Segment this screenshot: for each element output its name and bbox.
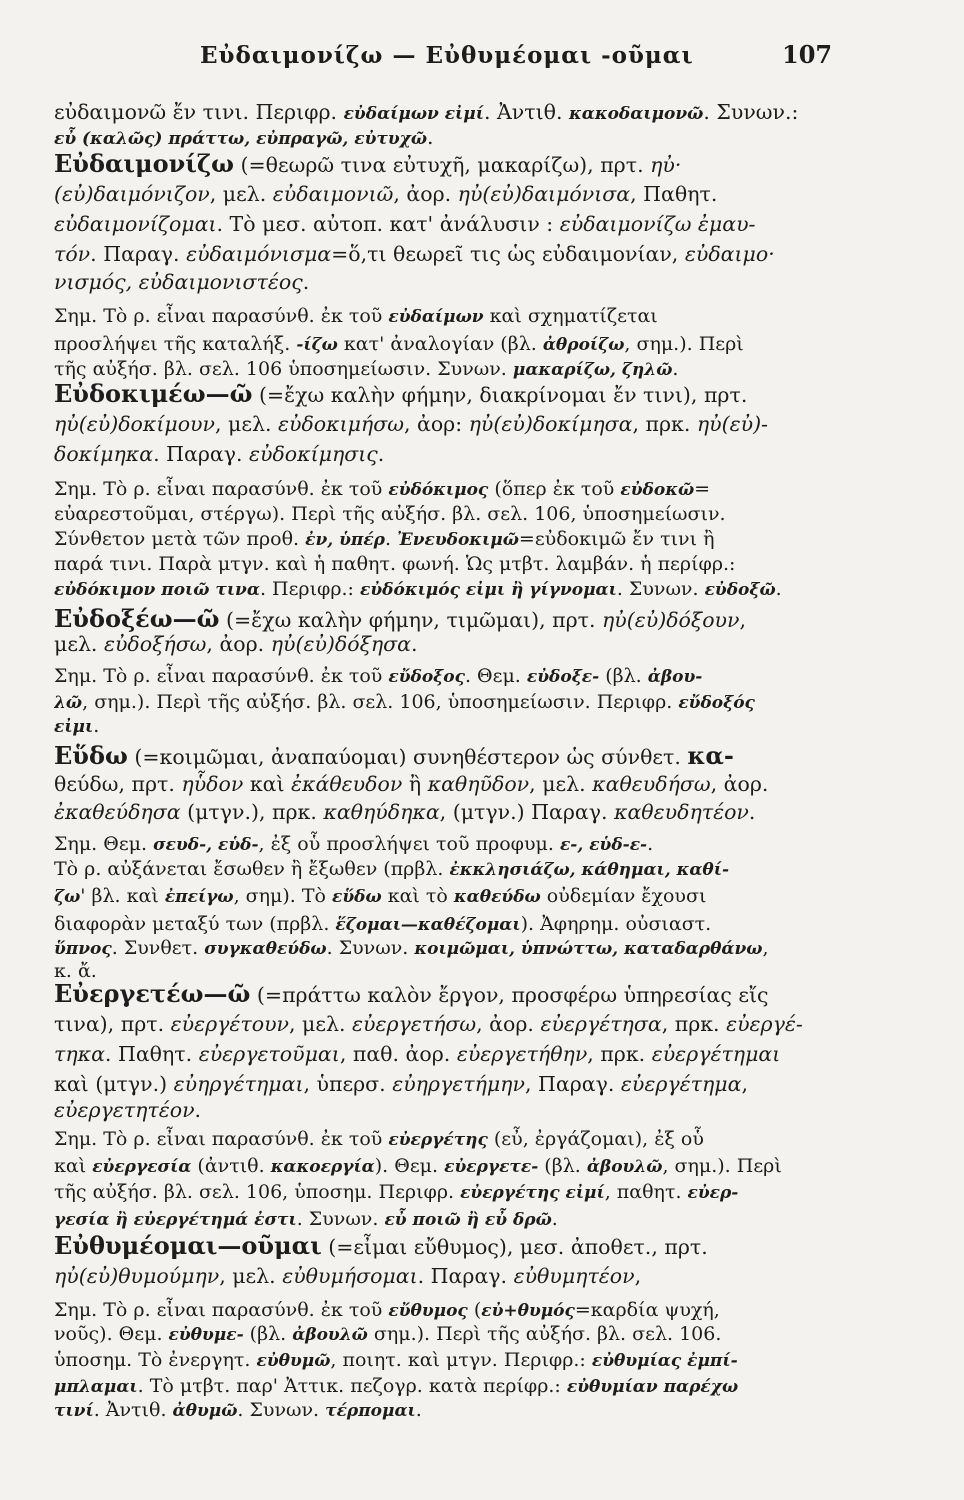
text-span: , ἀορ.	[206, 632, 271, 656]
text-line	[54, 440, 914, 468]
text-span: εὐεργετητέον	[54, 1098, 195, 1122]
text-line	[54, 1040, 914, 1068]
text-span: Ἐνευδοκιμῶ	[397, 530, 519, 550]
text-span: ἕζομαι—καθέζομαι	[335, 915, 521, 935]
text-span: , Παραγ.	[524, 1072, 621, 1096]
text-span: εἰμι	[54, 717, 94, 737]
text-span: μπλαμαι	[54, 1377, 138, 1397]
text-span: εὐεργετοῦμαι	[198, 1042, 340, 1066]
text-line	[54, 500, 914, 528]
text-span: , (μτγν.) Παραγ.	[439, 800, 615, 824]
text-span: . Συνων.	[296, 1208, 385, 1230]
text-line	[54, 630, 914, 658]
headword: κα-	[687, 742, 734, 770]
text-line	[54, 268, 914, 296]
text-span: -ίζω	[296, 335, 338, 355]
text-span: , πρκ.	[661, 1012, 727, 1036]
text-span: .	[411, 632, 418, 656]
text-span: , ἀορ.	[710, 772, 769, 796]
text-span: . Παθητ.	[104, 1042, 199, 1066]
text-span: εὐδοξῶ	[704, 580, 776, 600]
text-span: εὐδαιμονίζομαι	[54, 212, 217, 236]
headword: Εὐδοκιμέω—ῶ	[54, 380, 253, 408]
text-span: =εὐδοκιμῶ ἔν τινι ἢ	[518, 528, 715, 550]
text-span: , ποιητ. καὶ μτγν. Περιφρ.:	[330, 1349, 592, 1371]
text-span: ε-, εὑδ-ε-	[559, 835, 648, 855]
text-span: διαφορὰν μεταξύ των (πρβλ.	[54, 913, 336, 935]
text-span: εὖ ποιῶ ἢ εὖ δρῶ	[384, 1210, 552, 1230]
text-span: , μελ.	[529, 772, 593, 796]
text-span: ,	[739, 608, 746, 632]
text-span: σημ.). Περὶ τῆς αὐξήσ. βλ. σελ. 106.	[367, 1323, 722, 1345]
text-span: εὔδοξος	[388, 667, 465, 687]
text-line	[54, 980, 914, 1009]
text-span: ηὐ(εὐ)δοκίμουν	[54, 412, 215, 436]
text-span: (=κοιμῶμαι, ἀναπαύομαι) συνηθέστερον ὡς σύνθετ.	[127, 745, 688, 769]
headword: Εὐεργετέω—ῶ	[54, 980, 251, 1008]
text-span: . Συνθετ.	[111, 937, 205, 959]
text-span: , ἐξ οὗ προσλήψει τοῦ προφυμ.	[258, 833, 560, 855]
text-span: ,	[634, 1264, 642, 1288]
text-line	[54, 1096, 914, 1124]
text-span: ἀβουλῶ	[292, 1325, 368, 1345]
text-span: ηὗδον	[181, 772, 244, 796]
text-span: οὐδεμίαν ἔχουσι	[540, 885, 707, 907]
text-span: εὐεργέτησα	[540, 1012, 662, 1036]
text-line	[54, 1010, 914, 1038]
text-span: ). Θεμ.	[374, 1155, 445, 1177]
text-span: . Συνων.:	[703, 100, 799, 124]
text-span: Σημ. Τὸ ρ. εἶναι παρασύνθ. ἐκ τοῦ	[54, 478, 389, 500]
text-span: εὐθυμῶ	[256, 1351, 331, 1371]
text-span: εὐδαιμονιῶ	[272, 182, 394, 206]
text-span: . Συνων.	[616, 578, 705, 600]
text-line	[54, 410, 914, 438]
text-span: εὐδαιμόνισμα	[186, 242, 332, 266]
text-span: .	[647, 833, 654, 855]
text-span: , Παθητ.	[630, 182, 718, 206]
text-line	[54, 1205, 914, 1234]
text-span: τῆς αὐξήσ. βλ. σελ. 106 ὑποσημείωσιν. Συνων.	[54, 358, 513, 380]
text-span: ἐν, ὑπέρ	[305, 530, 385, 550]
text-span: εὔδοξός	[678, 693, 755, 713]
headword: Εὐθυμέομαι—οῦμαι	[54, 1232, 322, 1260]
text-span: ὑποσημ. Τὸ ἐνεργητ.	[54, 1349, 257, 1371]
text-span: (μτγν.), πρκ.	[180, 800, 324, 824]
text-span: ηὐ(εὐ)δαιμόνισα	[457, 182, 631, 206]
text-line	[54, 1232, 914, 1261]
text-span: εὐ+θυμός	[481, 1301, 575, 1321]
text-span: . Περιφρ.:	[259, 578, 361, 600]
text-span: εὐεργέτημα	[620, 1072, 742, 1096]
text-span: ,	[741, 1072, 748, 1096]
text-span: .	[93, 715, 100, 737]
text-span: μελ.	[54, 632, 104, 656]
text-span: εὐδοξήσω	[103, 632, 207, 656]
text-span: ἀθροίζω	[542, 335, 625, 355]
text-span: =καρδία ψυχή,	[574, 1299, 720, 1321]
text-span: καθηῦδον	[427, 772, 530, 796]
text-span: . Ἀντιθ.	[93, 1399, 173, 1421]
text-span: (=θεωρῶ τινα εὐτυχῆ, μακαρίζω), πρτ.	[233, 153, 651, 177]
text-span: .	[377, 442, 385, 466]
text-span: κ. ἄ.	[54, 960, 97, 982]
text-span: ηὐ·	[650, 153, 682, 177]
text-span: τέρπομαι	[325, 1401, 416, 1421]
running-head-title: Εὐδαιμονίζω — Εὐθυμέομαι -οῦμαι	[200, 42, 694, 69]
text-span: ηὐ(εὐ)δοκίμησα	[468, 412, 633, 436]
text-span: , παθητ.	[604, 1181, 688, 1203]
text-span: (βλ.	[599, 665, 648, 687]
text-span: εὐεργεσία	[92, 1157, 192, 1177]
text-span: , σημ.). Περὶ τῆς αὐξήσ. βλ. σελ. 106, ὑποσημείωσιν. Περιφρ.	[82, 691, 679, 713]
text-span: εὐδαιμο·	[684, 242, 775, 266]
text-line	[54, 1152, 914, 1181]
text-span: μακαρίζω, ζηλῶ	[512, 360, 673, 380]
text-line	[54, 1262, 914, 1290]
text-span: εὐδοξε-	[526, 667, 600, 687]
text-span: ἐκκλησιάζω, κάθημαι, καθί-	[449, 860, 730, 880]
text-line	[54, 770, 914, 798]
text-span: ζω	[54, 887, 81, 907]
text-span: κοιμῶμαι, ὑπνώττω, καταδαρθάνω	[414, 939, 763, 959]
text-span: καθευδητέον	[614, 800, 749, 824]
text-span: εὐθυμίας ἐμπί-	[591, 1351, 738, 1371]
text-span: εὐδαιμονίζω ἐμαυ-	[559, 212, 756, 236]
text-span: κακοδαιμονῶ	[569, 104, 704, 124]
text-span: παρά τινι. Παρὰ μτγν. καὶ ἡ παθητ. φωνή. Ὡς μτβτ. λαμβάν. ἡ περίφρ.:	[54, 553, 736, 575]
text-span: .	[748, 800, 756, 824]
text-span: εὐεργέτης εἰμί	[460, 1183, 605, 1203]
text-span: εὐθυμητέον	[513, 1264, 635, 1288]
text-span: γεσία ἢ εὐεργέτημά ἐστι	[54, 1210, 297, 1230]
text-span: εὐεργέτημαι	[651, 1042, 781, 1066]
text-span: εὐθυμε-	[168, 1325, 244, 1345]
text-span: ἀθυμῶ	[172, 1401, 238, 1421]
text-line	[54, 742, 914, 771]
text-span: .	[672, 358, 679, 380]
text-span: καὶ τὸ	[381, 885, 454, 907]
text-span: , μελ.	[214, 412, 278, 436]
text-span: (βλ.	[538, 1155, 587, 1177]
text-line	[54, 1070, 914, 1098]
text-span: εὐδόκιμον ποιῶ τινα	[54, 580, 260, 600]
text-span: εὐαρεστοῦμαι, στέργω). Περὶ τῆς αὐξήσ. βλ. σελ. 106, ὑποσημείωσιν.	[54, 503, 726, 525]
text-span: κακοεργία	[270, 1157, 375, 1177]
headword: Εὐδαιμονίζω	[54, 150, 234, 178]
text-span: Σημ. Θεμ.	[54, 833, 154, 855]
text-line	[54, 575, 914, 604]
text-span: .	[194, 1098, 202, 1122]
text-span: , πρκ.	[632, 412, 697, 436]
text-span: (ὅπερ ἐκ τοῦ	[488, 478, 621, 500]
text-span: δοκίμηκα	[54, 442, 154, 466]
text-span: , πρκ.	[587, 1042, 652, 1066]
running-head	[0, 38, 964, 78]
text-span: .	[302, 270, 310, 294]
text-span: (εὐ)δαιμόνιζον	[54, 182, 210, 206]
text-span: ἀβουλῶ	[586, 1157, 663, 1177]
text-span: Σύνθετον μετὰ τῶν προθ.	[54, 528, 306, 550]
text-span: Σημ. Τὸ ρ. εἶναι παρασύνθ. ἐκ τοῦ	[54, 305, 389, 327]
text-span: εὐδόκιμος	[388, 480, 489, 500]
text-line	[54, 1320, 914, 1349]
text-span: , σημ.). Περὶ	[662, 1155, 782, 1177]
text-span: καὶ (μτγν.)	[54, 1072, 174, 1096]
text-span: , ἀορ:	[403, 412, 469, 436]
text-span: , παθ. ἀορ.	[339, 1042, 457, 1066]
text-span: (εὖ, ἐργάζομαι), ἐξ οὗ	[487, 1128, 704, 1150]
text-line	[54, 662, 914, 691]
text-span: Σημ. Τὸ ρ. εἶναι παρασύνθ. ἐκ τοῦ	[54, 665, 389, 687]
text-span: λῶ	[54, 693, 83, 713]
text-span: . Τὸ μεσ. αὐτοπ. κατ' ἀνάλυσιν :	[216, 212, 560, 236]
text-span: . Συνων.	[237, 1399, 326, 1421]
text-span: .	[427, 125, 434, 149]
text-span: καθεύδω	[453, 887, 541, 907]
text-span: . Ἀντιθ.	[483, 100, 570, 124]
text-line	[54, 123, 914, 153]
text-line	[54, 1346, 914, 1375]
text-span: εὐεργέ-	[726, 1012, 803, 1036]
text-span: ἢ	[402, 772, 428, 796]
text-span: =	[694, 478, 711, 500]
text-line	[54, 210, 914, 238]
text-span: συγκαθεύδω	[204, 939, 327, 959]
text-span: .	[775, 578, 782, 600]
text-span: καθευδήσω	[592, 772, 711, 796]
text-span: ). Ἀφηρημ. οὐσιαστ.	[520, 913, 712, 935]
text-span: ,	[762, 937, 769, 959]
text-span: εὔθυμος	[388, 1301, 468, 1321]
text-span: .	[415, 1399, 422, 1421]
text-span: , σημ.). Περὶ	[624, 333, 744, 355]
text-line	[54, 1125, 914, 1154]
text-span: (=ἔχω καλὴν φήμην, τιμῶμαι), πρτ.	[219, 608, 603, 632]
text-span: Τὸ ρ. αὐξάνεται ἔσωθεν ἢ ἔξωθεν (πρβλ.	[54, 858, 450, 880]
text-span: εὖ (καλῶς) πράττω, εὐπραγῶ, εὐτυχῶ	[54, 129, 428, 149]
text-line	[54, 240, 914, 268]
text-span: =ὅ,τι θεωρεῖ τις ὡς εὐδαιμονίαν,	[331, 242, 685, 266]
text-span: .	[551, 1208, 558, 1230]
text-span: ὕπνος	[54, 939, 112, 959]
text-span: νοῦς). Θεμ.	[54, 1323, 169, 1345]
text-span: εὐεργέτουν	[170, 1012, 290, 1036]
text-span: καθηύδηκα	[323, 800, 440, 824]
text-span: καὶ	[243, 772, 292, 796]
text-line	[54, 712, 914, 741]
text-span: εὐδαίμων	[388, 307, 484, 327]
text-span: τινί	[54, 1401, 94, 1421]
text-span: εὐθυμίαν παρέχω	[566, 1377, 739, 1397]
headword: Εὕδω	[54, 742, 128, 770]
text-line	[54, 180, 914, 208]
text-span: ηὐ(εὐ)δόξησα	[270, 632, 412, 656]
text-span: ἐπείγω	[164, 887, 234, 907]
text-span: (=εἶμαι εὔθυμος), μεσ. ἀποθετ., πρτ.	[321, 1235, 708, 1259]
text-span: τηκα	[54, 1042, 105, 1066]
text-span: , σημ). Τὸ	[233, 885, 333, 907]
text-span: Σημ. Τὸ ρ. εἶναι παρασύνθ. ἐκ τοῦ	[54, 1128, 389, 1150]
text-span: (=ἔχω καλὴν φήμην, διακρίνομαι ἔν τινι), πρτ.	[252, 383, 748, 407]
text-line	[54, 1396, 914, 1425]
text-span: εὐερ-	[687, 1183, 739, 1203]
text-span: (βλ.	[243, 1323, 293, 1345]
text-span: κατ' ἀναλογίαν (βλ.	[337, 333, 543, 355]
text-span: ηὐ(εὐ)-	[696, 412, 768, 436]
text-span: (=πράττω καλὸν ἔργον, προσφέρω ὑπηρεσίας εἴς	[250, 983, 769, 1007]
text-span: , μελ.	[209, 182, 273, 206]
text-span: . Παραγ.	[153, 442, 249, 466]
text-span: , ἀορ.	[393, 182, 458, 206]
text-line	[54, 882, 914, 911]
text-line	[54, 855, 914, 884]
text-span: εὐδοκῶ	[620, 480, 695, 500]
text-span: . Παραγ.	[417, 1264, 514, 1288]
text-line	[54, 1178, 914, 1207]
text-span: εὐεργετε-	[444, 1157, 539, 1177]
text-span: εὐδοκιμήσω	[277, 412, 404, 436]
text-span: καὶ σχηματίζεται	[483, 305, 658, 327]
text-span: εὐεργετήθην	[456, 1042, 588, 1066]
text-line	[54, 380, 914, 409]
text-span: ἐκαθεύδησα	[54, 800, 181, 824]
text-span: εὐεργέτης	[388, 1130, 488, 1150]
text-span: εὐδόκιμός εἰμι ἢ γίγνομαι	[360, 580, 617, 600]
text-span: . Συνων.	[326, 937, 415, 959]
text-span: ηὐ(εὐ)δόξουν	[602, 608, 740, 632]
text-line	[54, 302, 914, 331]
text-span: .	[385, 528, 398, 550]
text-span: ἐκάθευδον	[291, 772, 403, 796]
text-span: εὐθυμήσομαι	[282, 1264, 418, 1288]
text-span: . Τὸ μτβτ. παρ' Ἀττικ. πεζογρ. κατὰ περίφρ.:	[137, 1375, 567, 1397]
text-span: ἀβου-	[647, 667, 703, 687]
text-span: (	[467, 1299, 482, 1321]
text-span: θεύδω, πρτ.	[54, 772, 182, 796]
text-span: , μελ.	[289, 1012, 353, 1036]
text-span: , ἀορ.	[476, 1012, 541, 1036]
text-span: σευδ-, εὑδ-	[153, 835, 259, 855]
text-span: προσλήψει τῆς καταλήξ.	[54, 333, 297, 355]
text-line	[54, 798, 914, 826]
text-span: τῆς αὐξήσ. βλ. σελ. 106, ὑποσημ. Περιφρ.	[54, 1181, 461, 1203]
text-span: , μελ.	[219, 1264, 283, 1288]
text-span: ηὐ(εὐ)θυμούμην	[54, 1264, 220, 1288]
text-line	[54, 150, 914, 179]
text-span: εὐδοκίμησις	[249, 442, 378, 466]
text-span: εὐδαίμων εἰμί	[343, 104, 484, 124]
text-span: (ἀντιθ.	[191, 1155, 271, 1177]
text-span: εὐηργέτημαι	[173, 1072, 304, 1096]
text-span: . Παραγ.	[90, 242, 187, 266]
text-span: εὕδω	[332, 887, 382, 907]
text-span: εὐεργετήσω	[352, 1012, 477, 1036]
text-span: καὶ	[54, 1155, 93, 1177]
text-span: εὐδαιμονῶ ἔν τινι. Περιφρ.	[54, 100, 344, 124]
text-span: τόν	[54, 242, 91, 266]
page-number: 107	[782, 40, 833, 69]
text-span: εὐηργετήμην	[392, 1072, 525, 1096]
text-span: τινα), πρτ.	[54, 1012, 171, 1036]
text-line	[54, 550, 914, 578]
text-span: Σημ. Τὸ ρ. εἶναι παρασύνθ. ἐκ τοῦ	[54, 1299, 389, 1321]
headword: Εὐδοξέω—ῶ	[54, 605, 220, 633]
text-span: , ὑπερσ.	[303, 1072, 393, 1096]
text-span: . Θεμ.	[464, 665, 527, 687]
text-span: ' βλ. καὶ	[80, 885, 165, 907]
text-span: νισμός, εὐδαιμονιστέος	[54, 270, 303, 294]
